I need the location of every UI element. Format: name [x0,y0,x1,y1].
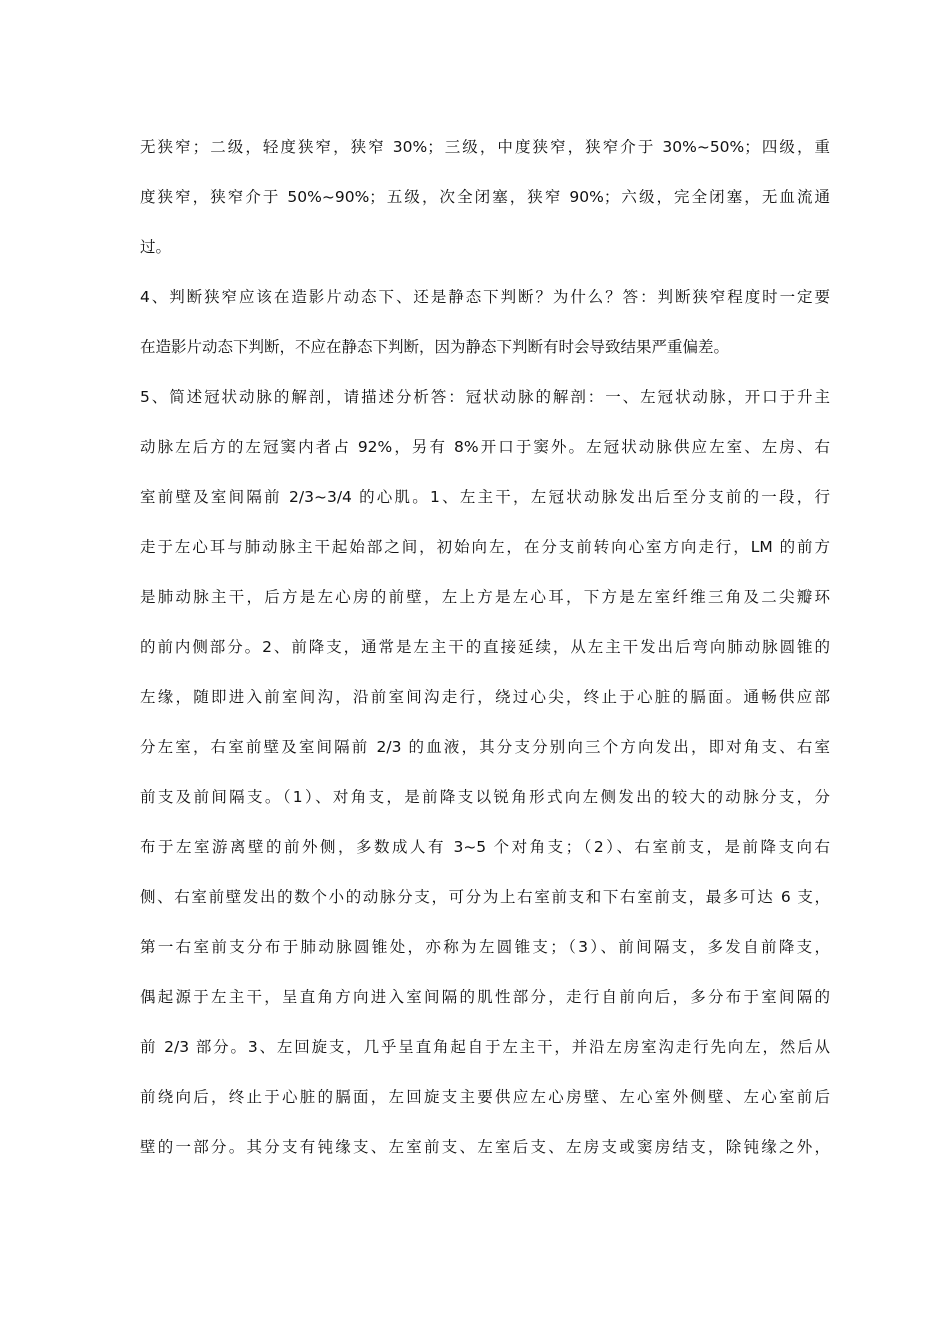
text-line: 在造影片动态下判断，不应在静态下判断，因为静态下判断有时会导致结果严重偏差。 [140,338,730,356]
text-line: 是肺动脉主干，后方是左心房的前壁，左上方是左心耳，下方是左室纤维三角及二尖瓣环 [140,588,830,606]
text-line: 4、判断狭窄应该在造影片动态下、还是静态下判断？为什么？答：判断狭窄程度时一定要 [140,288,830,306]
text-line: 偶起源于左主干，呈直角方向进入室间隔的肌性部分，走行自前向后，多分布于室间隔的 [140,988,830,1006]
text-line: 室前壁及室间隔前 2/3~3/4 的心肌。1、左主干，左冠状动脉发出后至分支前的一段，行 [140,488,830,506]
text-line: 无狭窄；二级，轻度狭窄，狭窄 30%；三级，中度狭窄，狭窄介于 30%~50%；四级，重 [140,138,830,156]
text-line: 度狭窄，狭窄介于 50%~90%；五级，次全闭塞，狭窄 90%；六级，完全闭塞，无血流通 [140,188,830,206]
text-line: 分左室，右室前壁及室间隔前 2/3 的血液，其分支分别向三个方向发出，即对角支、右室 [140,738,830,756]
text-line: 前绕向后，终止于心脏的膈面，左回旋支主要供应左心房壁、左心室外侧壁、左心室前后 [140,1088,830,1106]
text-line: 的前内侧部分。2、前降支，通常是左主干的直接延续，从左主干发出后弯向肺动脉圆锥的 [140,638,830,656]
text-line: 布于左室游离壁的前外侧，多数成人有 3~5 个对角支；（2）、右室前支，是前降支向右 [140,838,830,856]
text-line: 前支及前间隔支。（1）、对角支，是前降支以锐角形式向左侧发出的较大的动脉分支，分 [140,788,830,806]
text-line: 侧、右室前壁发出的数个小的动脉分支，可分为上右室前支和下右室前支，最多可达 6 支， [140,888,830,906]
text-line: 5、简述冠状动脉的解剖，请描述分析答：冠状动脉的解剖：一、左冠状动脉，开口于升主 [140,388,830,406]
text-line: 过。 [140,238,172,256]
text-line: 壁的一部分。其分支有钝缘支、左室前支、左室后支、左房支或窦房结支，除钝缘之外， [140,1138,830,1156]
text-line: 第一右室前支分布于肺动脉圆锥处，亦称为左圆锥支；（3）、前间隔支，多发自前降支， [140,938,830,956]
text-line: 走于左心耳与肺动脉主干起始部之间，初始向左，在分支前转向心室方向走行，LM 的前方 [140,538,830,556]
text-line: 左缘，随即进入前室间沟，沿前室间沟走行，绕过心尖，终止于心脏的膈面。通畅供应部 [140,688,830,706]
text-line: 动脉左后方的左冠窦内者占 92%，另有 8%开口于窦外。左冠状动脉供应左室、左房、右 [140,438,830,456]
text-line: 前 2/3 部分。3、左回旋支，几乎呈直角起自于左主干，并沿左房室沟走行先向左，然后从 [140,1038,830,1056]
